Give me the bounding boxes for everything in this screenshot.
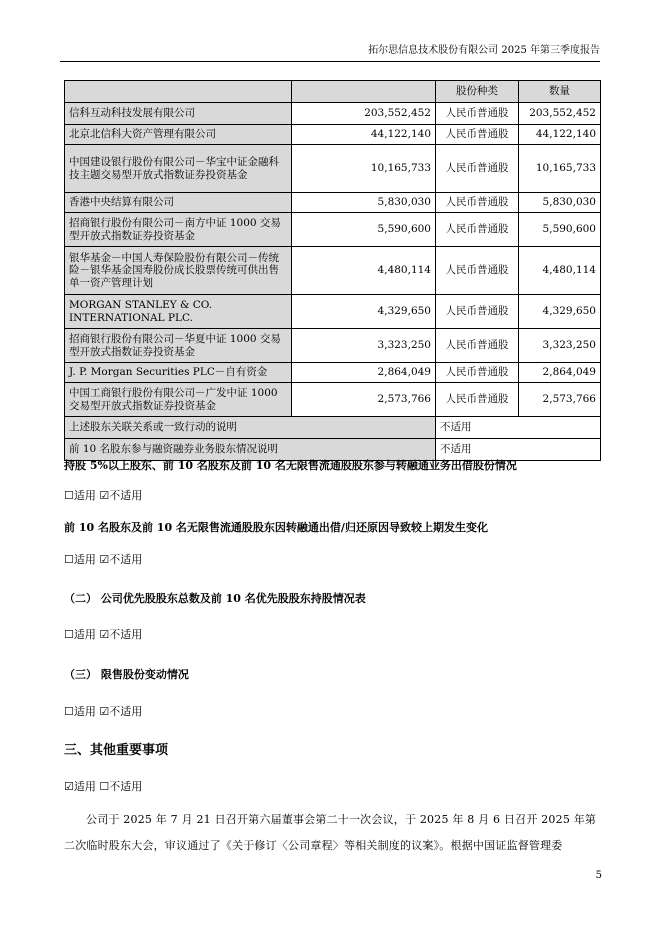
note-value: 不适用: [436, 417, 601, 439]
share-type: 人民币普通股: [436, 103, 519, 125]
note-value: 不适用: [436, 439, 601, 461]
body-paragraph: 公司于 2025 年 7 月 21 日召开第六届董事会第二十一次会议，于 2025 年 8 月 6 日召开 2025 年第二次临时股东大会，审议通过了《关于修订〈公司章程〉等相关制度的议案》。根据中国证监督管理委: [64, 813, 597, 852]
share-quantity: 4,329,650: [519, 295, 601, 329]
shares-held: 4,329,650: [292, 295, 436, 329]
table-row: [65, 329, 601, 363]
share-type: 人民币普通股: [436, 125, 519, 145]
section-heading: 三、其他重要事项: [64, 743, 169, 758]
share-type: 人民币普通股: [436, 247, 519, 295]
shares-held: 2,864,049: [292, 363, 436, 383]
section-title: 前 10 名股东及前 10 名无限售流通股股东因转融通出借/归还原因导致较上期发生变化: [64, 521, 488, 534]
shareholder-name: 香港中央结算有限公司: [65, 193, 292, 213]
shares-held: 44,122,140: [292, 125, 436, 145]
share-type: 人民币普通股: [436, 193, 519, 213]
note-row: [65, 417, 601, 439]
header-quantity: 数量: [519, 81, 601, 103]
note-label: 上述股东关联关系或一致行动的说明: [65, 417, 436, 439]
share-quantity: 2,864,049: [519, 363, 601, 383]
table-row: [65, 103, 601, 125]
page-number: 5: [595, 870, 602, 881]
table-row: [65, 213, 601, 247]
shareholder-name: MORGAN STANLEY & CO. INTERNATIONAL PLC.: [65, 295, 292, 329]
shares-held: 4,480,114: [292, 247, 436, 295]
table-row: [65, 125, 601, 145]
section-title: 持股 5%以上股东、前 10 名股东及前 10 名无限售流通股股东参与转融通业务出借股份情况: [64, 459, 517, 472]
shares-held: 10,165,733: [292, 145, 436, 193]
top-shareholders-table: [64, 80, 601, 461]
note-label: 前 10 名股东参与融资融券业务股东情况说明: [65, 439, 436, 461]
shareholder-name: 北京北信科大资产管理有限公司: [65, 125, 292, 145]
table-row: [65, 363, 601, 383]
applicability-checkbox: ☐适用 ☑不适用: [64, 489, 143, 502]
table-row: [65, 295, 601, 329]
share-quantity: 4,480,114: [519, 247, 601, 295]
shareholder-name: 银华基金－中国人寿保险股份有限公司－传统险－银华基金国寿股份成长股票传统可供出售单一资产管理计划: [65, 247, 292, 295]
section-title: （三） 限售股份变动情况: [64, 668, 189, 681]
share-type: 人民币普通股: [436, 329, 519, 363]
shares-held: 5,830,030: [292, 193, 436, 213]
shareholder-name: 中国工商银行股份有限公司－广发中证 1000 交易型开放式指数证券投资基金: [65, 383, 292, 417]
share-type: 人民币普通股: [436, 383, 519, 417]
shares-held: 203,552,452: [292, 103, 436, 125]
share-type: 人民币普通股: [436, 145, 519, 193]
shares-held: 2,573,766: [292, 383, 436, 417]
shareholder-name: 招商银行股份有限公司－华夏中证 1000 交易型开放式指数证券投资基金: [65, 329, 292, 363]
applicability-checkbox: ☐适用 ☑不适用: [64, 705, 143, 718]
table-row: [65, 145, 601, 193]
share-quantity: 44,122,140: [519, 125, 601, 145]
shareholder-name: 招商银行股份有限公司－南方中证 1000 交易型开放式指数证券投资基金: [65, 213, 292, 247]
header-cell: [292, 81, 436, 103]
header-cell: [65, 81, 292, 103]
note-row: [65, 439, 601, 461]
shares-held: 3,323,250: [292, 329, 436, 363]
share-type: 人民币普通股: [436, 213, 519, 247]
shareholder-name: J. P. Morgan Securities PLC－自有资金: [65, 363, 292, 383]
table-header-row: [65, 81, 601, 103]
share-quantity: 10,165,733: [519, 145, 601, 193]
table-row: [65, 193, 601, 213]
share-quantity: 2,573,766: [519, 383, 601, 417]
share-type: 人民币普通股: [436, 295, 519, 329]
shares-held: 5,590,600: [292, 213, 436, 247]
applicability-checkbox: ☑适用 ☐不适用: [64, 780, 143, 793]
table-row: [65, 247, 601, 295]
table-row: [65, 383, 601, 417]
share-type: 人民币普通股: [436, 363, 519, 383]
header-share-type: 股份种类: [436, 81, 519, 103]
applicability-checkbox: ☐适用 ☑不适用: [64, 628, 143, 641]
report-header: 拓尔思信息技术股份有限公司 2025 年第三季度报告: [368, 45, 600, 56]
share-quantity: 5,830,030: [519, 193, 601, 213]
share-quantity: 203,552,452: [519, 103, 601, 125]
header-divider: [60, 61, 600, 62]
shareholder-name: 中国建设银行股份有限公司－华宝中证金融科技主题交易型开放式指数证券投资基金: [65, 145, 292, 193]
section-title: （二） 公司优先股股东总数及前 10 名优先股股东持股情况表: [64, 592, 366, 605]
share-quantity: 3,323,250: [519, 329, 601, 363]
shareholder-name: 信科互动科技发展有限公司: [65, 103, 292, 125]
applicability-checkbox: ☐适用 ☑不适用: [64, 553, 143, 566]
share-quantity: 5,590,600: [519, 213, 601, 247]
